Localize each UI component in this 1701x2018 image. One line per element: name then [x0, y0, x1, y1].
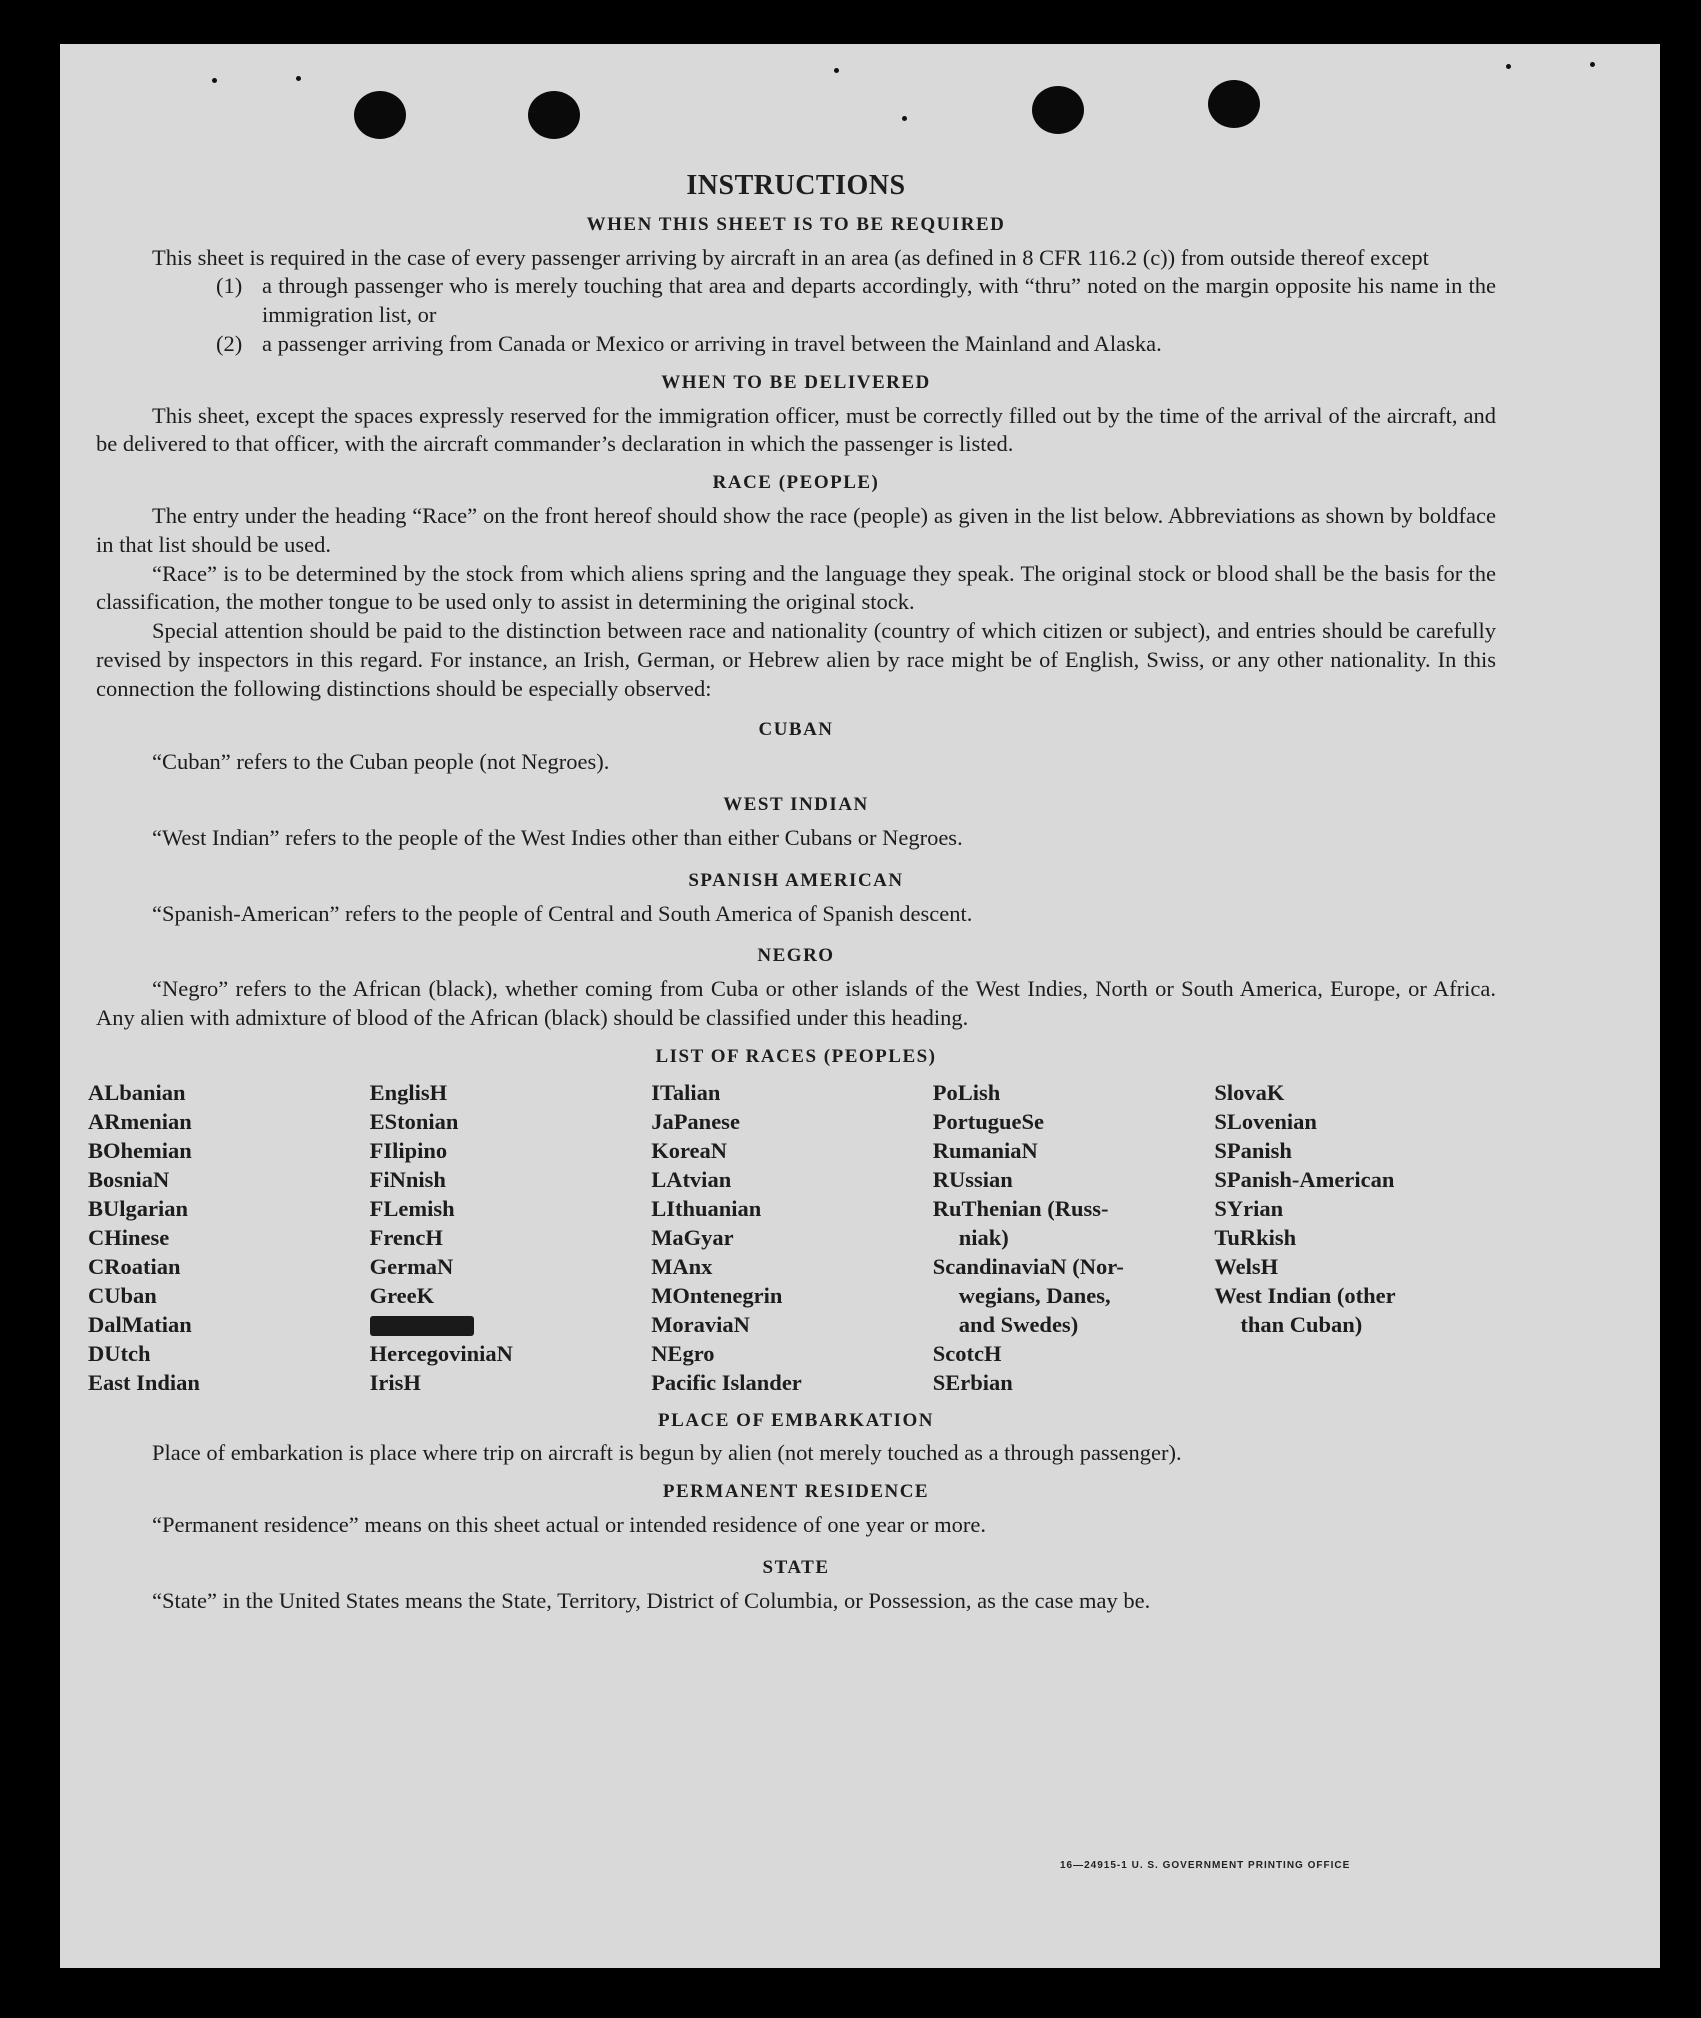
race-entry: PortugueSe	[932, 1108, 1045, 1134]
race-entry: MOntenegrin	[651, 1282, 783, 1308]
race-entry: BosniaN	[88, 1166, 170, 1192]
race-entry: Pacific Islander	[651, 1369, 802, 1395]
race-entry: ALbanian	[88, 1079, 186, 1105]
instructions-content	[88, 170, 1496, 1615]
redaction-mark	[370, 1316, 474, 1336]
race-entry: KoreaN	[651, 1137, 728, 1163]
race-entry: MaGyar	[651, 1224, 734, 1250]
paragraph: “State” in the United States means the State, Territory, District of Columbia, or Possession, as the case may be.	[152, 1587, 1151, 1613]
punch-hole	[354, 91, 406, 139]
race-entry: PoLish	[932, 1079, 1001, 1105]
race-entry: East Indian	[88, 1369, 200, 1395]
punch-hole	[1032, 86, 1084, 134]
race-entry: LAtvian	[651, 1166, 732, 1192]
race-entry-continuation: than Cuban)	[1240, 1311, 1363, 1337]
race-entry: ScotcH	[932, 1340, 1002, 1366]
paragraph: This sheet, except the spaces expressly reserved for the immigration officer, must be correctly filled out by the time of the arrival of the aircraft, and be delivered to that officer, with the aircraft commander’s declaration in which the passenger is listed.	[96, 402, 1496, 457]
race-entry: WelsH	[1214, 1253, 1279, 1279]
section-heading: RACE (PEOPLE)	[712, 472, 880, 494]
race-entry: BOhemian	[88, 1137, 192, 1163]
race-entry: ScandinaviaN (Nor-	[932, 1253, 1124, 1279]
race-entry: GermaN	[369, 1253, 454, 1279]
section-heading: WHEN TO BE DELIVERED	[661, 371, 931, 393]
section-heading: LIST OF RACES (PEOPLES)	[655, 1045, 937, 1067]
race-entry: FiNnish	[369, 1166, 446, 1192]
paper-speck	[1506, 64, 1511, 69]
race-entry: CHinese	[88, 1224, 170, 1250]
section-heading: PLACE OF EMBARKATION	[658, 1409, 934, 1431]
paragraph: “Spanish-American” refers to the people of Central and South America of Spanish descent.	[152, 900, 973, 926]
paper-speck	[834, 68, 839, 73]
race-entry: IrisH	[369, 1369, 421, 1395]
item-number: (1)	[216, 273, 243, 299]
race-entry: SLovenian	[1214, 1108, 1317, 1134]
list-item	[216, 272, 1496, 330]
page-title: INSTRUCTIONS	[686, 170, 906, 201]
race-entry: BUlgarian	[88, 1195, 189, 1221]
race-entry: TuRkish	[1214, 1224, 1297, 1250]
race-entry: SErbian	[932, 1369, 1013, 1395]
race-entry: EStonian	[369, 1108, 459, 1134]
race-entry: SYrian	[1214, 1195, 1284, 1221]
section-heading: SPANISH AMERICAN	[688, 869, 904, 891]
paragraph: Place of embarkation is place where trip on aircraft is begun by alien (not merely touched as a through passenger).	[152, 1440, 1182, 1466]
paper-speck	[1590, 62, 1595, 67]
race-entry: LIthuanian	[651, 1195, 762, 1221]
race-column	[370, 1078, 652, 1397]
race-entry: DalMatian	[88, 1311, 192, 1337]
race-entry-continuation: and Swedes)	[958, 1311, 1079, 1337]
race-entry: ARmenian	[88, 1108, 192, 1134]
item-text: a through passenger who is merely touching that area and departs accordingly, with “thru” noted on the margin opposite his name in the immigration list, or	[262, 273, 1496, 328]
race-entry: MAnx	[651, 1253, 713, 1279]
paragraph: “Permanent residence” means on this sheet actual or intended residence of one year or more.	[152, 1511, 987, 1537]
item-number: (2)	[216, 330, 243, 356]
race-column	[88, 1078, 370, 1397]
race-entry: CRoatian	[88, 1253, 181, 1279]
race-entry: HercegoviniaN	[369, 1340, 513, 1366]
race-entry: SPanish	[1214, 1137, 1292, 1163]
race-entry: CUban	[88, 1282, 157, 1308]
race-list	[88, 1078, 1496, 1397]
race-column	[1214, 1078, 1496, 1397]
race-entry: West Indian (other	[1214, 1282, 1396, 1308]
section-heading: CUBAN	[758, 718, 834, 740]
section-heading: NEGRO	[757, 945, 835, 967]
race-entry: FLemish	[369, 1195, 455, 1221]
paper-speck	[902, 116, 907, 121]
paragraph: “Race” is to be determined by the stock from which aliens spring and the language they speak. The original stock or blood shall be the basis for the classification, the mother tongue to be used only to assist in determining the original stock.	[96, 560, 1496, 615]
race-entry-continuation: niak)	[958, 1224, 1009, 1250]
section-heading: PERMANENT RESIDENCE	[662, 1481, 930, 1503]
race-entry: FIlipino	[369, 1137, 448, 1163]
section-heading: WEST INDIAN	[723, 794, 869, 816]
race-entry: ITalian	[651, 1079, 721, 1105]
paragraph: Special attention should be paid to the distinction between race and nationality (country of which citizen or subject), and entries should be carefully revised by inspectors in this regard. For instance, an Irish, German, or Hebrew alien by race might be of English, Swiss, or any other nationality. In this connection the following distinctions should be especially observed:	[96, 618, 1496, 701]
paragraph: “Cuban” refers to the Cuban people (not Negroes).	[152, 749, 610, 775]
race-entry: GreeK	[369, 1282, 435, 1308]
paragraph: “Negro” refers to the African (black), whether coming from Cuba or other islands of the West Indies, North or South America, Europe, or Africa. Any alien with admixture of blood of the African (black) should be classified under this heading.	[96, 976, 1496, 1030]
paragraph: “West Indian” refers to the people of the West Indies other than either Cubans or Negroes.	[152, 824, 963, 850]
race-column	[651, 1078, 933, 1397]
document-page	[60, 44, 1660, 1968]
race-entry: SlovaK	[1214, 1079, 1285, 1105]
printing-office-footer: 16—24915-1 U. S. GOVERNMENT PRINTING OFFICE	[1060, 1860, 1351, 1871]
race-entry: RuThenian (Russ-	[932, 1195, 1109, 1221]
race-entry-continuation: wegians, Danes,	[958, 1282, 1111, 1308]
race-entry: NEgro	[651, 1340, 715, 1366]
race-entry: RUssian	[932, 1166, 1013, 1192]
race-entry: EnglisH	[369, 1079, 448, 1105]
paragraph: This sheet is required in the case of every passenger arriving by aircraft in an area (as defined in 8 CFR 116.2 (c)) from outside thereof except	[152, 244, 1429, 270]
race-column	[933, 1078, 1215, 1397]
race-entry: FrencH	[369, 1224, 443, 1250]
paragraph: The entry under the heading “Race” on the front hereof should show the race (people) as given in the list below. Abbreviations as shown by boldface in that list should be used.	[96, 502, 1496, 557]
paper-speck	[212, 78, 217, 83]
paper-speck	[296, 76, 301, 81]
race-entry: DUtch	[88, 1340, 151, 1366]
section-heading: WHEN THIS SHEET IS TO BE REQUIRED	[586, 213, 1006, 235]
race-entry: JaPanese	[651, 1108, 740, 1134]
race-entry: RumaniaN	[932, 1137, 1038, 1163]
list-item	[216, 330, 1496, 359]
redacted-entry	[370, 1310, 652, 1339]
item-text: a passenger arriving from Canada or Mexico or arriving in travel between the Mainland and Alaska.	[262, 330, 1162, 356]
race-entry: SPanish-American	[1214, 1166, 1395, 1192]
punch-hole	[1208, 80, 1260, 128]
race-entry: MoraviaN	[651, 1311, 750, 1337]
punch-hole	[528, 91, 580, 139]
section-heading: STATE	[762, 1556, 830, 1578]
